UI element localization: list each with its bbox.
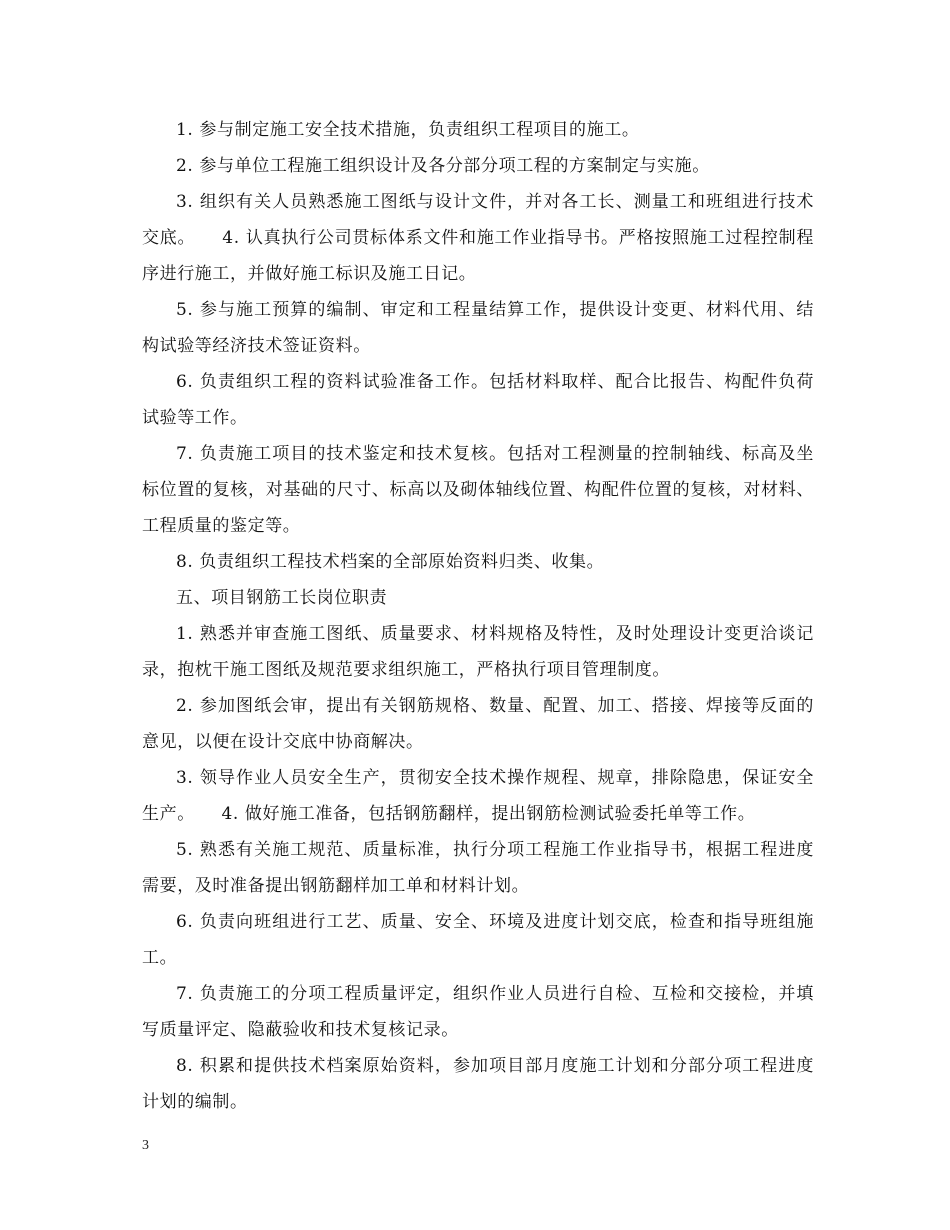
paragraph: 1. 熟悉并审查施工图纸、质量要求、材料规格及特性，及时处理设计变更洽谈记录，抱枕干施工图纸及规范要求组织施工，严格执行项目管理制度。: [142, 624, 814, 680]
paragraph: 6. 负责向班组进行工艺、质量、安全、环境及进度计划交底，检查和指导班组施工。: [142, 912, 814, 968]
paragraph: 5. 熟悉有关施工规范、质量标准，执行分项工程施工作业指导书，根据工程进度需要，及时准备提出钢筋翻样加工单和材料计划。: [142, 840, 814, 896]
paragraph: 7. 负责施工的分项工程质量评定，组织作业人员进行自检、互检和交接检，并填写质量评定、隐蔽验收和技术复核记录。: [142, 984, 814, 1040]
paragraph: 8. 积累和提供技术档案原始资料，参加项目部月度施工计划和分部分项工程进度计划的编制。: [142, 1056, 814, 1112]
document-body: [142, 112, 814, 1120]
paragraph: 8. 负责组织工程技术档案的全部原始资料归类、收集。: [176, 552, 605, 572]
paragraph: 2. 参加图纸会审，提出有关钢筋规格、数量、配置、加工、搭接、焊接等反面的意见，以便在设计交底中协商解决。: [142, 696, 814, 752]
page-number: 3: [142, 1138, 149, 1153]
paragraph: 3. 组织有关人员熟悉施工图纸与设计文件，并对各工长、测量工和班组进行技术交底。 4. 认真执行公司贯标体系文件和施工作业指导书。严格按照施工过程控制程序进行施工，并做好施工标识及施工日记。: [142, 192, 814, 284]
paragraph: 6. 负责组织工程的资料试验准备工作。包括材料取样、配合比报告、构配件负荷试验等工作。: [142, 372, 814, 428]
paragraph: 7. 负责施工项目的技术鉴定和技术复核。包括对工程测量的控制轴线、标高及坐标位置的复核，对基础的尺寸、标高以及砌体轴线位置、构配件位置的复核，对材料、工程质量的鉴定等。: [142, 444, 814, 536]
paragraph: 3. 领导作业人员安全生产，贯彻安全技术操作规程、规章，排除隐患，保证安全生产。 4. 做好施工准备，包括钢筋翻样，提出钢筋检测试验委托单等工作。: [142, 768, 814, 824]
paragraph: 2. 参与单位工程施工组织设计及各分部分项工程的方案制定与实施。: [176, 156, 710, 176]
section-heading: 五、项目钢筋工长岗位职责: [176, 588, 388, 608]
paragraph: 5. 参与施工预算的编制、审定和工程量结算工作，提供设计变更、材料代用、结构试验等经济技术签证资料。: [142, 300, 814, 356]
paragraph: 1. 参与制定施工安全技术措施，负责组织工程项目的施工。: [176, 120, 640, 140]
